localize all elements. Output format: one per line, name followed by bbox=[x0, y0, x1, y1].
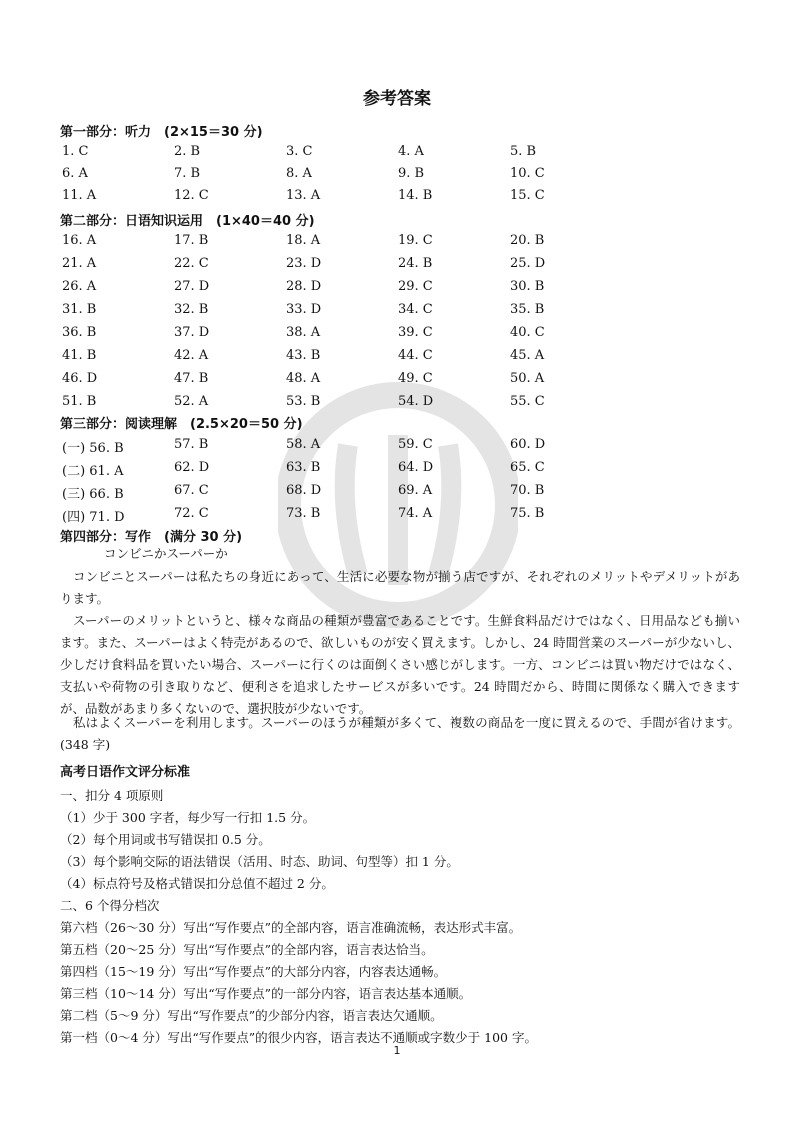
answer-item: 33. D bbox=[286, 302, 322, 317]
answer-item: 47. B bbox=[174, 371, 209, 386]
section-heading-writing: 第四部分：写作 (满分 30 分) bbox=[60, 530, 243, 545]
essay-paragraph: コンビニとスーパーは私たちの身近にあって、生活に必要な物が揃う店ですが、それぞれのメリットやデメリットがあります。 bbox=[60, 569, 740, 606]
section-heading-language-use: 第二部分：日语知识运用 (1×40＝40 分) bbox=[60, 214, 315, 229]
answer-item: 46. D bbox=[62, 371, 98, 386]
answer-item: 59. C bbox=[398, 437, 433, 452]
answer-item: 40. C bbox=[510, 325, 545, 340]
answer-item: 14. B bbox=[398, 188, 433, 203]
rubric-line: 二、6 个得分档次 bbox=[60, 898, 160, 913]
answer-item: 43. B bbox=[286, 348, 321, 363]
answer-item: 38. A bbox=[286, 325, 321, 340]
answer-item: (四) 71. D bbox=[62, 510, 125, 525]
answer-item: 69. A bbox=[398, 483, 433, 498]
answer-item: 50. A bbox=[510, 371, 545, 386]
rubric-line: 第二档（5～9 分）写出“写作要点”的少部分内容，语言表达欠通顺。 bbox=[60, 1008, 443, 1023]
rubric-line: （3）每个影响交际的语法错误（活用、时态、助词、句型等）扣 1 分。 bbox=[60, 854, 459, 869]
answer-item: 74. A bbox=[398, 506, 433, 521]
essay-title: コンビニかスーパーか bbox=[104, 546, 228, 561]
answer-item: 53. B bbox=[286, 394, 321, 409]
answer-item: 39. C bbox=[398, 325, 433, 340]
answer-item: 1. C bbox=[62, 144, 89, 159]
answer-item: 54. D bbox=[398, 394, 434, 409]
answer-item: 9. B bbox=[398, 166, 425, 181]
answer-item: 41. B bbox=[62, 348, 97, 363]
section-heading-reading: 第三部分：阅读理解 (2.5×20＝50 分) bbox=[60, 417, 303, 432]
rubric-line: （1）少于 300 字者，每少写一行扣 1.5 分。 bbox=[60, 810, 316, 825]
answer-item: 23. D bbox=[286, 256, 322, 271]
answer-item: 32. B bbox=[174, 302, 209, 317]
answer-item: 7. B bbox=[174, 166, 201, 181]
answer-item: 70. B bbox=[510, 483, 545, 498]
answer-item: 12. C bbox=[174, 188, 209, 203]
answer-item: 31. B bbox=[62, 302, 97, 317]
answer-item: 17. B bbox=[174, 233, 209, 248]
rubric-line: （4）标点符号及格式错误扣分总值不超过 2 分。 bbox=[60, 876, 334, 891]
answer-item: 21. A bbox=[62, 256, 97, 271]
answer-item: 24. B bbox=[398, 256, 433, 271]
answer-item: 44. C bbox=[398, 348, 433, 363]
answer-item: 65. C bbox=[510, 460, 545, 475]
answer-item: 45. A bbox=[510, 348, 545, 363]
answer-item: 67. C bbox=[174, 483, 209, 498]
answer-item: 48. A bbox=[286, 371, 321, 386]
rubric-title: 高考日语作文评分标准 bbox=[60, 765, 191, 780]
answer-item: 25. D bbox=[510, 256, 546, 271]
answer-item: 36. B bbox=[62, 325, 97, 340]
rubric-line: 第六档（26～30 分）写出“写作要点”的全部内容，语言准确流畅，表达形式丰富。 bbox=[60, 920, 522, 935]
answer-item: 42. A bbox=[174, 348, 209, 363]
essay-paragraph: 私はよくスーパーを利用します。スーパーのほうが種類が多くて、複数の商品を一度に買えるので、手間が省けます。(348 字) bbox=[60, 715, 740, 752]
answer-item: 19. C bbox=[398, 233, 433, 248]
answer-item: 6. A bbox=[62, 166, 88, 181]
rubric-line: 一、扣分 4 项原则 bbox=[60, 788, 164, 803]
answer-item: 64. D bbox=[398, 460, 434, 475]
answer-item: 62. D bbox=[174, 460, 210, 475]
answer-item: 22. C bbox=[174, 256, 209, 271]
answer-item: 35. B bbox=[510, 302, 545, 317]
answer-item: 10. C bbox=[510, 166, 545, 181]
answer-item: 26. A bbox=[62, 279, 97, 294]
answer-item: 18. A bbox=[286, 233, 321, 248]
answer-item: 13. A bbox=[286, 188, 321, 203]
answer-item: 28. D bbox=[286, 279, 322, 294]
answer-item: (三) 66. B bbox=[62, 487, 124, 502]
section-heading-listening: 第一部分：听力 (2×15＝30 分) bbox=[60, 125, 263, 140]
answer-item: 55. C bbox=[510, 394, 545, 409]
answer-item: 16. A bbox=[62, 233, 97, 248]
answer-item: 15. C bbox=[510, 188, 545, 203]
answer-item: 8. A bbox=[286, 166, 312, 181]
answer-item: 68. D bbox=[286, 483, 322, 498]
answer-item: 37. D bbox=[174, 325, 210, 340]
answer-item: 2. B bbox=[174, 144, 201, 159]
answer-item: 3. C bbox=[286, 144, 313, 159]
answer-item: 72. C bbox=[174, 506, 209, 521]
answer-item: 20. B bbox=[510, 233, 545, 248]
page-number: 1 bbox=[393, 1044, 401, 1057]
essay-paragraph: スーパーのメリットというと、様々な商品の種類が豊富であることです。生鮮食料品だけではなく、日用品なども揃います。また、スーパーはよく特売があるので、欲しいものが安く買えます。しかし、24 時間営業のスーパーが少ないし、少しだけ食料品を買いたい場合、スーパーに行くのは面倒くさい感じがします。一方、コンビニは買い物だけではなく、支払いや荷物の引き取りなど、便利さを追求したサービスが多いです。24 時間だから、時間に関係なく購入できますが、品数があまり多くないので、選択肢が少ないです。 bbox=[60, 613, 740, 716]
answer-item: 34. C bbox=[398, 302, 433, 317]
answer-item: 75. B bbox=[510, 506, 545, 521]
answer-item: 4. A bbox=[398, 144, 424, 159]
answer-item: 52. A bbox=[174, 394, 209, 409]
answer-item: 57. B bbox=[174, 437, 209, 452]
rubric-line: 第三档（10～14 分）写出“写作要点”的一部分内容，语言表达基本通顺。 bbox=[60, 986, 472, 1001]
answer-item: 49. C bbox=[398, 371, 433, 386]
answer-item: 51. B bbox=[62, 394, 97, 409]
answer-item: 63. B bbox=[286, 460, 321, 475]
answer-item: 73. B bbox=[286, 506, 321, 521]
answer-item: (二) 61. A bbox=[62, 464, 124, 479]
answer-item: 27. D bbox=[174, 279, 210, 294]
rubric-line: 第一档（0～4 分）写出“写作要点”的很少内容，语言表达不通顺或字数少于 100 字。 bbox=[60, 1030, 537, 1045]
answer-item: 58. A bbox=[286, 437, 321, 452]
answer-item: 30. B bbox=[510, 279, 545, 294]
answer-item: 60. D bbox=[510, 437, 546, 452]
rubric-line: 第四档（15～19 分）写出“写作要点”的大部分内容，内容表达通畅。 bbox=[60, 964, 447, 979]
answer-item: 29. C bbox=[398, 279, 433, 294]
page-title: 参考答案 bbox=[363, 89, 431, 109]
answer-item: 11. A bbox=[62, 188, 97, 203]
answer-item: 5. B bbox=[510, 144, 537, 159]
answer-item: (一) 56. B bbox=[62, 441, 124, 456]
rubric-line: （2）每个用词或书写错误扣 0.5 分。 bbox=[60, 832, 271, 847]
rubric-line: 第五档（20～25 分）写出“写作要点”的全部内容，语言表达恰当。 bbox=[60, 942, 434, 957]
